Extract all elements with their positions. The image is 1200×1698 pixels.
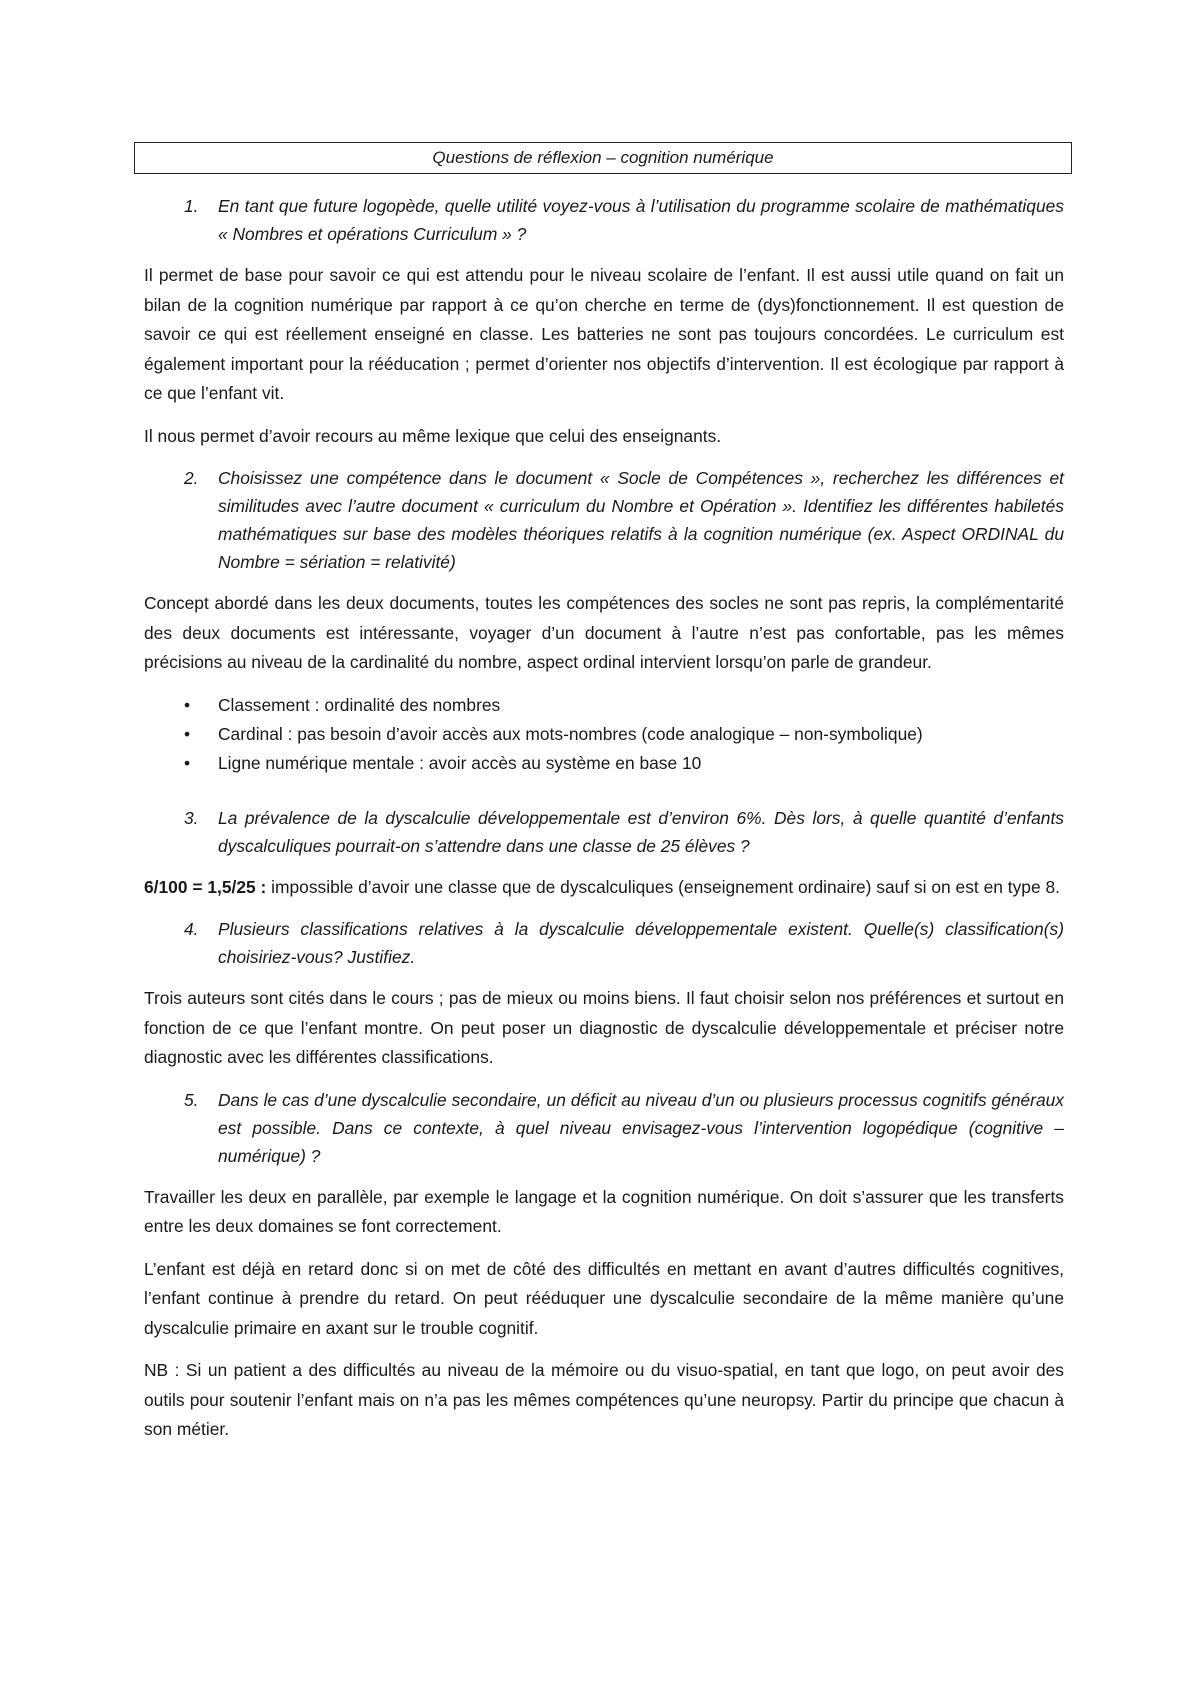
answer-1-paragraph-2: Il nous permet d’avoir recours au même lexique que celui des enseignants.	[144, 425, 722, 446]
question-number: 2.	[184, 468, 199, 488]
question-number: 4.	[184, 919, 199, 939]
question-1	[144, 192, 1064, 248]
bullet-icon: •	[184, 694, 191, 715]
bullet-icon: •	[184, 723, 191, 744]
answer-5-paragraph-3: NB : Si un patient a des difficultés au niveau de la mémoire ou du visuo-spatial, en tant que logo, on peut avoir des outils pour soutenir l’enfant mais on n’a pas les mêmes compétences qu’une neuropsy. Partir du principe que chacun à son métier.	[144, 1360, 1064, 1439]
question-number: 1.	[184, 196, 199, 216]
answer-3-bold: 6/100 = 1,5/25 :	[144, 876, 267, 897]
question-text: La prévalence de la dyscalculie développementale est d’environ 6%. Dès lors, à quelle quantité d’enfants dyscalculiques pourrait-on s’attendre dans une classe de 25 élèves ?	[218, 807, 1064, 856]
bullet-icon: •	[184, 752, 191, 773]
list-item: • Classement : ordinalité des nombres	[144, 691, 1064, 720]
answer-3-paragraph	[144, 873, 1064, 903]
answer-5-paragraph-1: Travailler les deux en parallèle, par exemple le langage et la cognition numérique. On doit s’assurer que les transferts entre les deux domaines se font correctement.	[144, 1186, 1064, 1236]
question-number: 3.	[184, 807, 199, 828]
question-text: Plusieurs classifications relatives à la dyscalculie développementale existent. Quelle(s) classification(s) choisiriez-vous? Justifiez.	[218, 919, 1064, 967]
question-number: 5.	[184, 1089, 199, 1110]
question-text: En tant que future logopède, quelle utilité voyez-vous à l’utilisation du programme scolaire de mathématiques « Nombres et opérations Curriculum » ?	[218, 196, 1064, 244]
question-text: Dans le cas d’une dyscalculie secondaire, un déficit au niveau d’un ou plusieurs processus cognitifs généraux est possible. Dans ce contexte, à quel niveau envisagez-vous l’intervention logopédique (cognitive – numérique) ?	[218, 1089, 1064, 1166]
document-body	[144, 192, 1064, 1458]
question-4	[144, 915, 1064, 971]
answer-5-paragraph-2: L’enfant est déjà en retard donc si on met de côté des difficultés en mettant en avant d’autres difficultés cognitives, l’enfant continue à prendre du retard. On peut rééduquer une dyscalculie secondaire de la même manière qu’une dyscalculie primaire en axant sur le trouble cognitif.	[144, 1258, 1064, 1338]
question-2	[144, 464, 1064, 576]
answer-4-paragraph: Trois auteurs sont cités dans le cours ; pas de mieux ou moins biens. Il faut choisir selon nos préférences et surtout en fonction de ce que l’enfant montre. On peut poser un diagnostic de dyscalculie développementale et préciser notre diagnostic avec les différentes classifications.	[144, 988, 1064, 1067]
answer-2-paragraph: Concept abordé dans les deux documents, toutes les compétences des socles ne sont pas repris, la complémentarité des deux documents est intéressante, voyager d’un document à l’autre n’est pas confortable, pas les mêmes précisions au niveau de la cardinalité du nombre, aspect ordinal intervient lorsqu’on parle de grandeur.	[144, 593, 1064, 672]
question-5	[144, 1086, 1064, 1170]
document-title: Questions de réflexion – cognition numérique	[134, 142, 1072, 174]
bullet-list	[144, 691, 1064, 778]
answer-3-rest: impossible d’avoir une classe que de dyscalculiques (enseignement ordinaire) sauf si on est en type 8.	[266, 876, 1060, 897]
answer-1-paragraph-1: Il permet de base pour savoir ce qui est attendu pour le niveau scolaire de l’enfant. Il est aussi utile quand on fait un bilan de la cognition numérique par rapport à ce qu’on cherche en terme de (dys)fonctionnement. Il est question de savoir ce qui est réellement enseigné en classe. Les batteries ne sont pas toujours concordées. Le curriculum est également important pour la rééducation ; permet d’orienter nos objectifs d’intervention. Il est écologique par rapport à ce que l’enfant vit.	[144, 265, 1064, 403]
question-3	[144, 804, 1064, 860]
question-text: Choisissez une compétence dans le document « Socle de Compétences », recherchez les différences et similitudes avec l’autre document « curriculum du Nombre et Opération ». Identifiez les différentes habiletés mathématiques sur base des modèles théoriques relatifs à la cognition numérique (ex. Aspect ORDINAL du Nombre = sériation = relativité)	[218, 468, 1064, 572]
list-item: • Cardinal : pas besoin d’avoir accès aux mots-nombres (code analogique – non-symbolique)	[144, 720, 1064, 749]
list-item: • Ligne numérique mentale : avoir accès au système en base 10	[144, 749, 1064, 778]
